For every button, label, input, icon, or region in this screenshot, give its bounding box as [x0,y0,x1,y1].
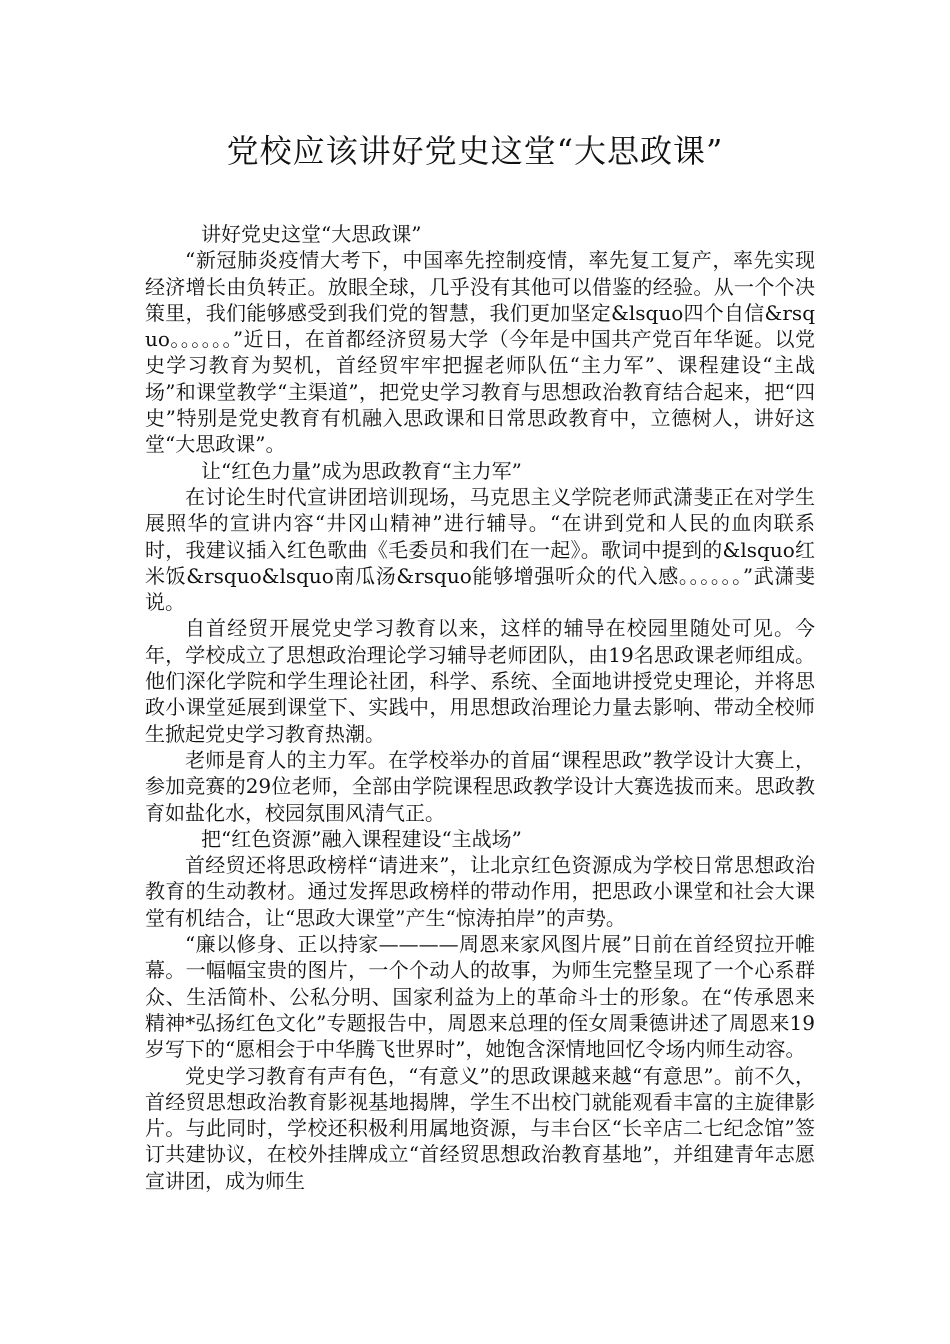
section-heading: 讲好党史这堂“大思政课” [201,222,422,246]
section-heading: 让“红色力量”成为思政教育“主力军” [201,458,522,483]
document-title: 党校应该讲好党史这堂“大思政课” [226,132,724,170]
paragraph: 党史学习教育有声有色，“有意义”的思政课越来越“有意思”。前不久，首经贸思想政治教育影视基地揭牌，学生不出校门就能观看丰富的主旋律影片。与此同时，学校还积极利用属地资源，与丰台区“长辛店二七纪念馆”签订共建协议，在校外挂牌成立“首经贸思想政治教育基地”，并组建青年志愿宣讲团，成为师生 [145,1063,815,1193]
document-body [145,221,815,1194]
paragraph: 在讨论生时代宣讲团培训现场，马克思主义学院老师武潇斐正在对学生展照华的宣讲内容“井冈山精神”进行辅导。“在讲到党和人民的血肉联系时，我建议插入红色歌曲《毛委员和我们在一起》。歌词中提到的&lsquo红米饭&rsquo&lsquo南瓜汤&rsquo能够增强听众的代入感。。。。。。”武潇斐说。 [145,484,815,615]
paragraph: “新冠肺炎疫情大考下，中国率先控制疫情，率先复工复产，率先实现经济增长由负转正。放眼全球，几乎没有其他可以借鉴的经验。从一个个决策里，我们能够感受到我们党的智慧，我们更加坚定&lsquo四个自信&rsquo。。。。。。”近日，在首都经济贸易大学（今年是中国共产党百年华诞。以党史学习教育为契机，首经贸牢牢把握老师队伍“主力军”、课程建设“主战场”和课堂教学“主渠道”，把党史学习教育与思想政治教育结合起来，把“四史”特别是党史教育有机融入思政课和日常思政教育中，立德树人，讲好这堂“大思政课”。 [145,248,815,457]
paragraph: 首经贸还将思政榜样“请进来”，让北京红色资源成为学校日常思想政治教育的生动教材。通过发挥思政榜样的带动作用，把思政小课堂和社会大课堂有机结合，让“思政大课堂”产生“惊涛拍岸”的声势。 [145,853,815,930]
paragraph: 老师是育人的主力军。在学校举办的首届“课程思政”教学设计大赛上，参加竞赛的29位老师，全部由学院课程思政教学设计大赛选拔而来。思政教育如盐化水，校园氛围风清气正。 [145,747,815,825]
section-heading: 把“红色资源”融入课程建设“主战场” [201,826,522,851]
paragraph: “廉以修身、正以持家————周恩来家风图片展”日前在首经贸拉开帷幕。一幅幅宝贵的图片，一个个动人的故事，为师生完整呈现了一个心系群众、生活简朴、公私分明、国家利益为上的革命斗士的形象。在“传承恩来精神*弘扬红色文化”专题报告中，周恩来总理的侄女周秉德讲述了周恩来19岁写下的“愿相会于中华腾飞世界时”，她饱含深情地回忆令场内师生动容。 [145,932,815,1062]
paragraph: 自首经贸开展党史学习教育以来，这样的辅导在校园里随处可见。今年，学校成立了思想政治理论学习辅导老师团队，由19名思政课老师组成。他们深化学院和学生理论社团，科学、系统、全面地讲授党史理论，并将思政小课堂延展到课堂下、实践中，用思想政治理论力量去影响、带动全校师生掀起党史学习教育热潮。 [145,616,815,746]
